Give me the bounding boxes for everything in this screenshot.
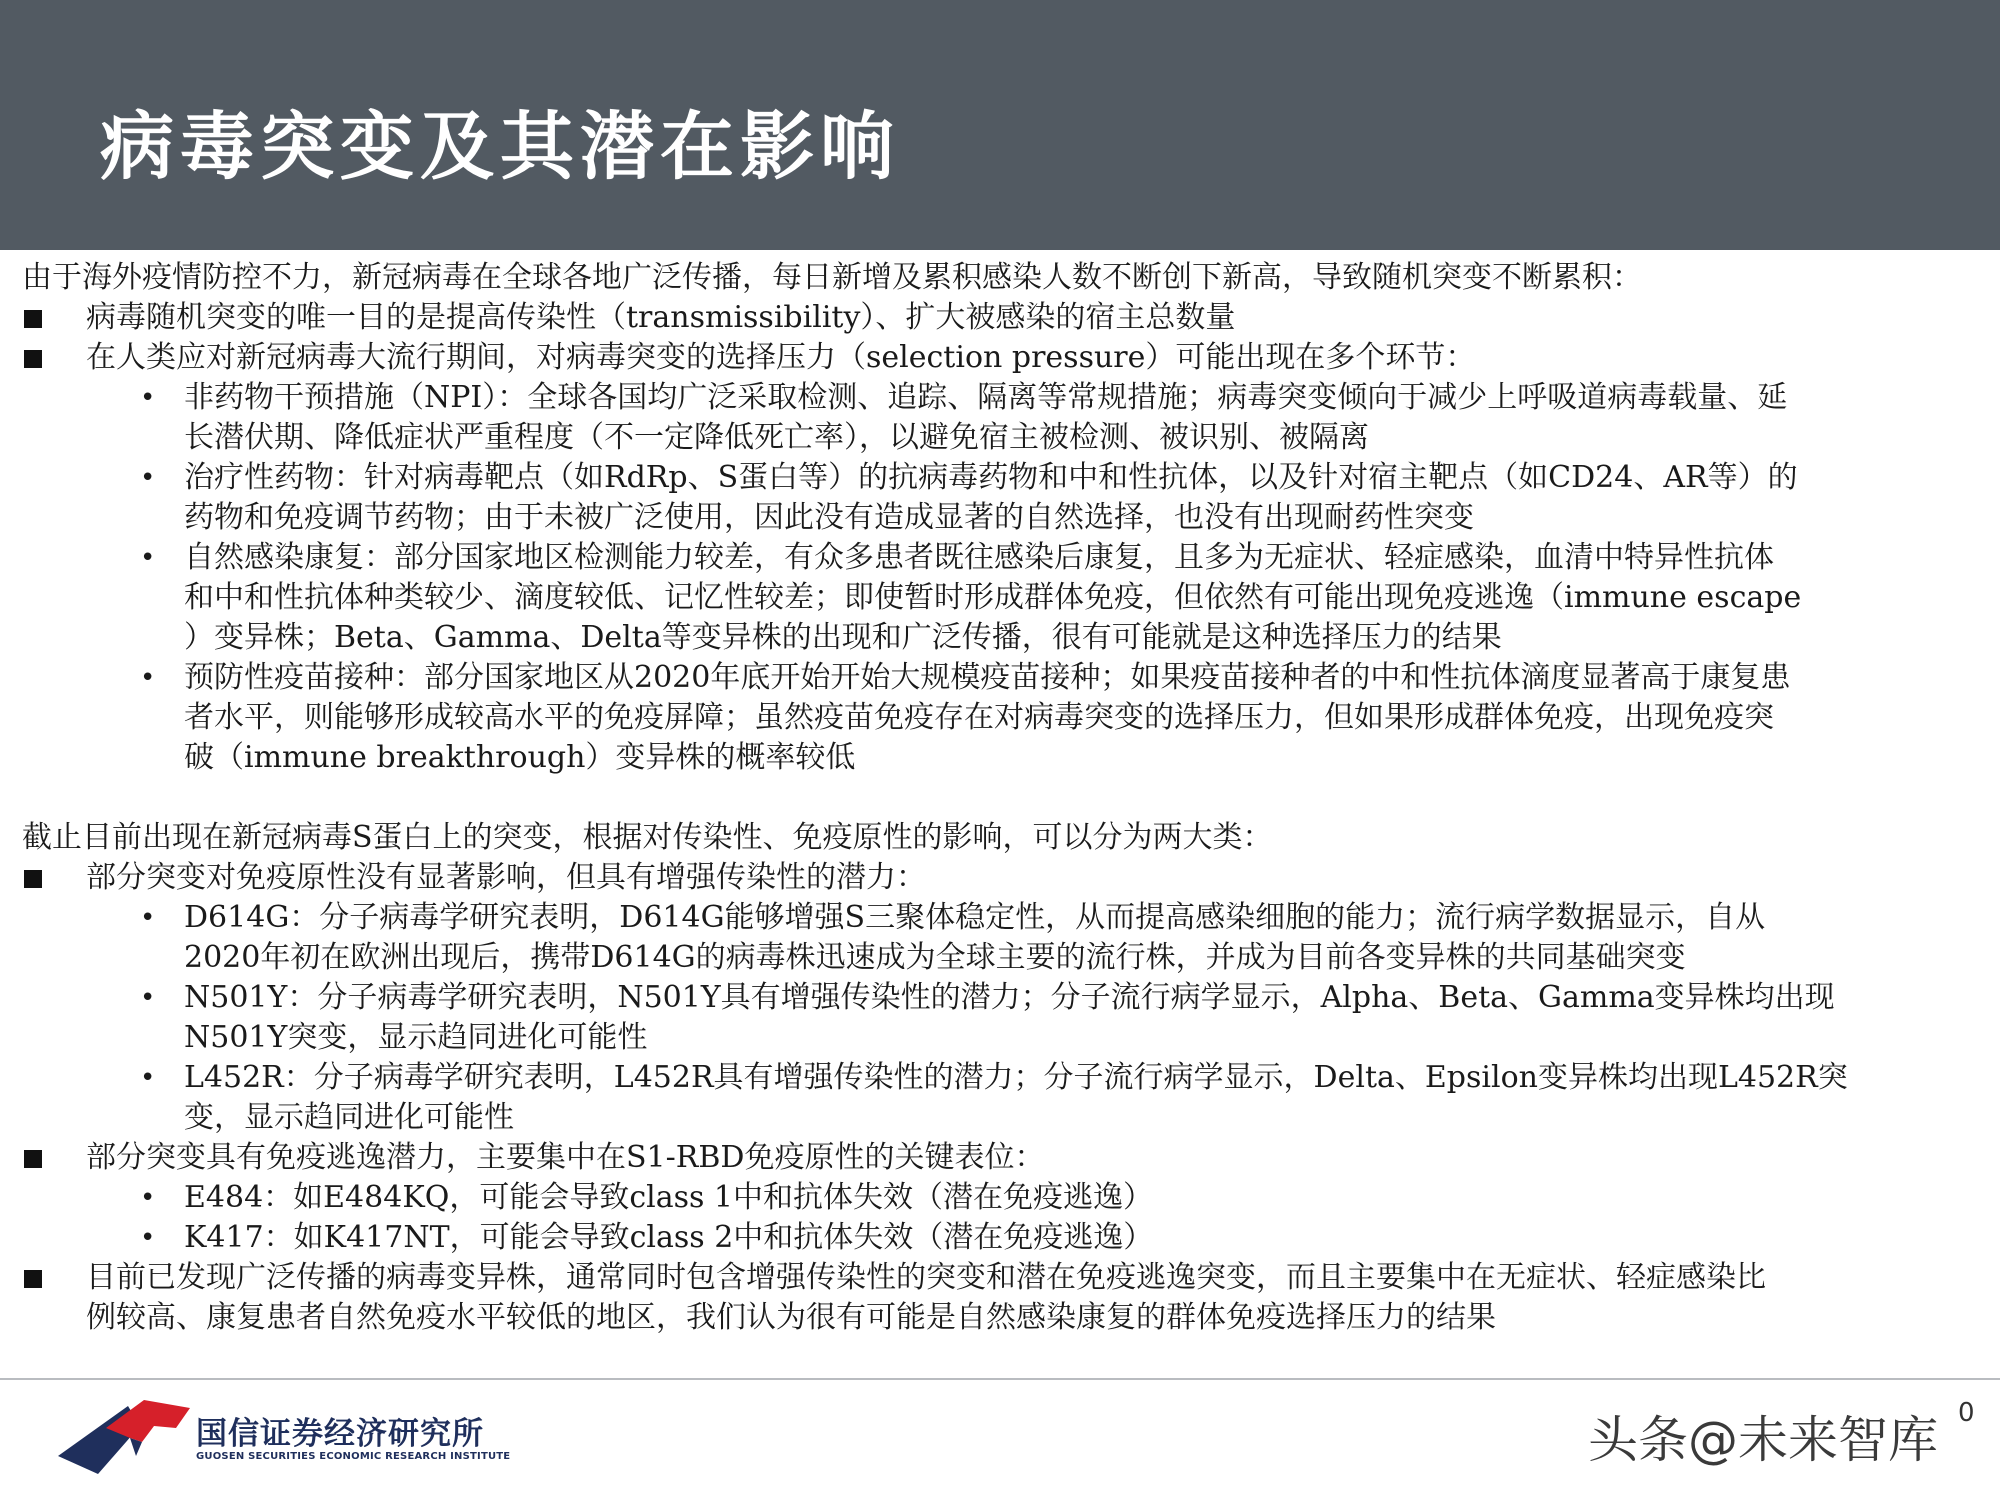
line-text: L452R：分子病毒学研究表明，L452R具有增强传染性的潜力；分子流行病学显示，Delta、Epsilon变异株均出现L452R突	[184, 1060, 1848, 1095]
line-text: 目前已发现广泛传播的病毒变异株，通常同时包含增强传染性的突变和潜在免疫逃逸突变，而且主要集中在无症状、轻症感染比	[86, 1260, 1766, 1295]
line-text: 变，显示趋同进化可能性	[184, 1100, 514, 1135]
line-text: 药物和免疫调节药物；由于未被广泛使用，因此没有造成显著的自然选择，也没有出现耐药性突变	[184, 500, 1474, 535]
page-number: 0	[1958, 1398, 1975, 1428]
square-bullet-icon	[24, 870, 42, 888]
line-text: 2020年初在欧洲出现后，携带D614G的病毒株迅速成为全球主要的流行株，并成为目前各变异株的共同基础突变	[184, 940, 1686, 975]
dot-bullet-icon: •	[140, 1223, 156, 1253]
dot-bullet-continuation	[22, 1098, 1972, 1138]
paragraph-line	[22, 818, 1972, 858]
square-bullet-icon	[24, 350, 42, 368]
org-name: 国信证券经济研究所	[196, 1416, 484, 1452]
square-bullet-icon	[24, 1150, 42, 1168]
dot-bullet-item	[22, 378, 1972, 418]
paragraph-line	[22, 258, 1972, 298]
line-text: N501Y突变，显示趋同进化可能性	[184, 1020, 648, 1055]
line-text: 自然感染康复：部分国家地区检测能力较差，有众多患者既往感染后康复，且多为无症状、轻症感染，血清中特异性抗体	[184, 540, 1774, 575]
dot-bullet-continuation	[22, 738, 1972, 778]
dot-bullet-icon: •	[140, 983, 156, 1013]
square-bullet-item	[22, 1258, 1972, 1298]
dot-bullet-item	[22, 898, 1972, 938]
org-name-english: GUOSEN SECURITIES ECONOMIC RESEARCH INSTITUTE	[196, 1451, 511, 1462]
line-text: 部分突变具有免疫逃逸潜力，主要集中在S1-RBD免疫原性的关键表位：	[86, 1140, 1045, 1175]
line-text: 例较高、康复患者自然免疫水平较低的地区，我们认为很有可能是自然感染康复的群体免疫选择压力的结果	[86, 1300, 1496, 1335]
square-bullet-item	[22, 1138, 1972, 1178]
line-text: 部分突变对免疫原性没有显著影响，但具有增强传染性的潜力：	[86, 860, 926, 895]
body-content	[22, 258, 1972, 1338]
line-text: K417：如K417NT，可能会导致class 2中和抗体失效（潜在免疫逃逸）	[184, 1220, 1154, 1255]
line-text: 在人类应对新冠病毒大流行期间，对病毒突变的选择压力（selection pressure）可能出现在多个环节：	[86, 340, 1476, 375]
header-bar	[0, 0, 2000, 250]
square-bullet-icon	[24, 1270, 42, 1288]
square-bullet-item	[22, 858, 1972, 898]
line-text: E484：如E484KQ，可能会导致class 1中和抗体失效（潜在免疫逃逸）	[184, 1180, 1154, 1215]
line-text: 病毒随机突变的唯一目的是提高传染性（transmissibility）、扩大被感染的宿主总数量	[86, 300, 1236, 335]
line-text: 破（immune breakthrough）变异株的概率较低	[184, 740, 856, 775]
dot-bullet-icon: •	[140, 663, 156, 693]
line-text: 由于海外疫情防控不力，新冠病毒在全球各地广泛传播，每日新增及累积感染人数不断创下新高，导致随机突变不断累积：	[22, 260, 1642, 295]
line-text: 预防性疫苗接种：部分国家地区从2020年底开始开始大规模疫苗接种；如果疫苗接种者的中和性抗体滴度显著高于康复患	[184, 660, 1791, 695]
line-text: D614G：分子病毒学研究表明，D614G能够增强S三聚体稳定性，从而提高感染细胞的能力；流行病学数据显示，自从	[184, 900, 1766, 935]
square-bullet-icon	[24, 310, 42, 328]
dot-bullet-continuation	[22, 418, 1972, 458]
watermark: 头条@未来智库	[1588, 1411, 1938, 1469]
dot-bullet-icon: •	[140, 1183, 156, 1213]
dot-bullet-icon: •	[140, 903, 156, 933]
dot-bullet-item	[22, 458, 1972, 498]
page-title: 病毒突变及其潜在影响	[100, 104, 900, 190]
dot-bullet-item	[22, 658, 1972, 698]
line-text: 长潜伏期、降低症状严重程度（不一定降低死亡率），以避免宿主被检测、被识别、被隔离	[184, 420, 1369, 455]
dot-bullet-item	[22, 538, 1972, 578]
square-bullet-item	[22, 298, 1972, 338]
dot-bullet-continuation	[22, 1018, 1972, 1058]
line-text: 非药物干预措施（NPI）：全球各国均广泛采取检测、追踪、隔离等常规措施；病毒突变倾向于减少上呼吸道病毒载量、延	[184, 380, 1788, 415]
dot-bullet-icon: •	[140, 463, 156, 493]
line-text: 截止目前出现在新冠病毒S蛋白上的突变，根据对传染性、免疫原性的影响，可以分为两大类：	[22, 820, 1273, 855]
dot-bullet-item	[22, 1218, 1972, 1258]
line-text: N501Y：分子病毒学研究表明，N501Y具有增强传染性的潜力；分子流行病学显示，Alpha、Beta、Gamma变异株均出现	[184, 980, 1835, 1015]
dot-bullet-continuation	[22, 498, 1972, 538]
line-text: 者水平，则能够形成较高水平的免疫屏障；虽然疫苗免疫存在对病毒突变的选择压力，但如果形成群体免疫，出现免疫突	[184, 700, 1774, 735]
line-text: 和中和性抗体种类较少、滴度较低、记忆性较差；即使暂时形成群体免疫，但依然有可能出现免疫逃逸（immune escape	[184, 580, 1802, 615]
square-bullet-item	[22, 338, 1972, 378]
dot-bullet-icon: •	[140, 383, 156, 413]
square-bullet-continuation	[22, 1298, 1972, 1338]
line-text: 治疗性药物：针对病毒靶点（如RdRp、S蛋白等）的抗病毒药物和中和性抗体，以及针对宿主靶点（如CD24、AR等）的	[184, 460, 1798, 495]
paragraph-gap	[22, 778, 1972, 818]
dot-bullet-continuation	[22, 618, 1972, 658]
dot-bullet-continuation	[22, 578, 1972, 618]
dot-bullet-continuation	[22, 698, 1972, 738]
dot-bullet-item	[22, 978, 1972, 1018]
dot-bullet-icon: •	[140, 1063, 156, 1093]
footer-divider	[0, 1378, 2000, 1380]
dot-bullet-icon: •	[140, 543, 156, 573]
dot-bullet-item	[22, 1178, 1972, 1218]
guosen-logo-icon	[58, 1398, 198, 1474]
line-text: ）变异株；Beta、Gamma、Delta等变异株的出现和广泛传播，很有可能就是这种选择压力的结果	[184, 620, 1502, 655]
dot-bullet-continuation	[22, 938, 1972, 978]
dot-bullet-item	[22, 1058, 1972, 1098]
